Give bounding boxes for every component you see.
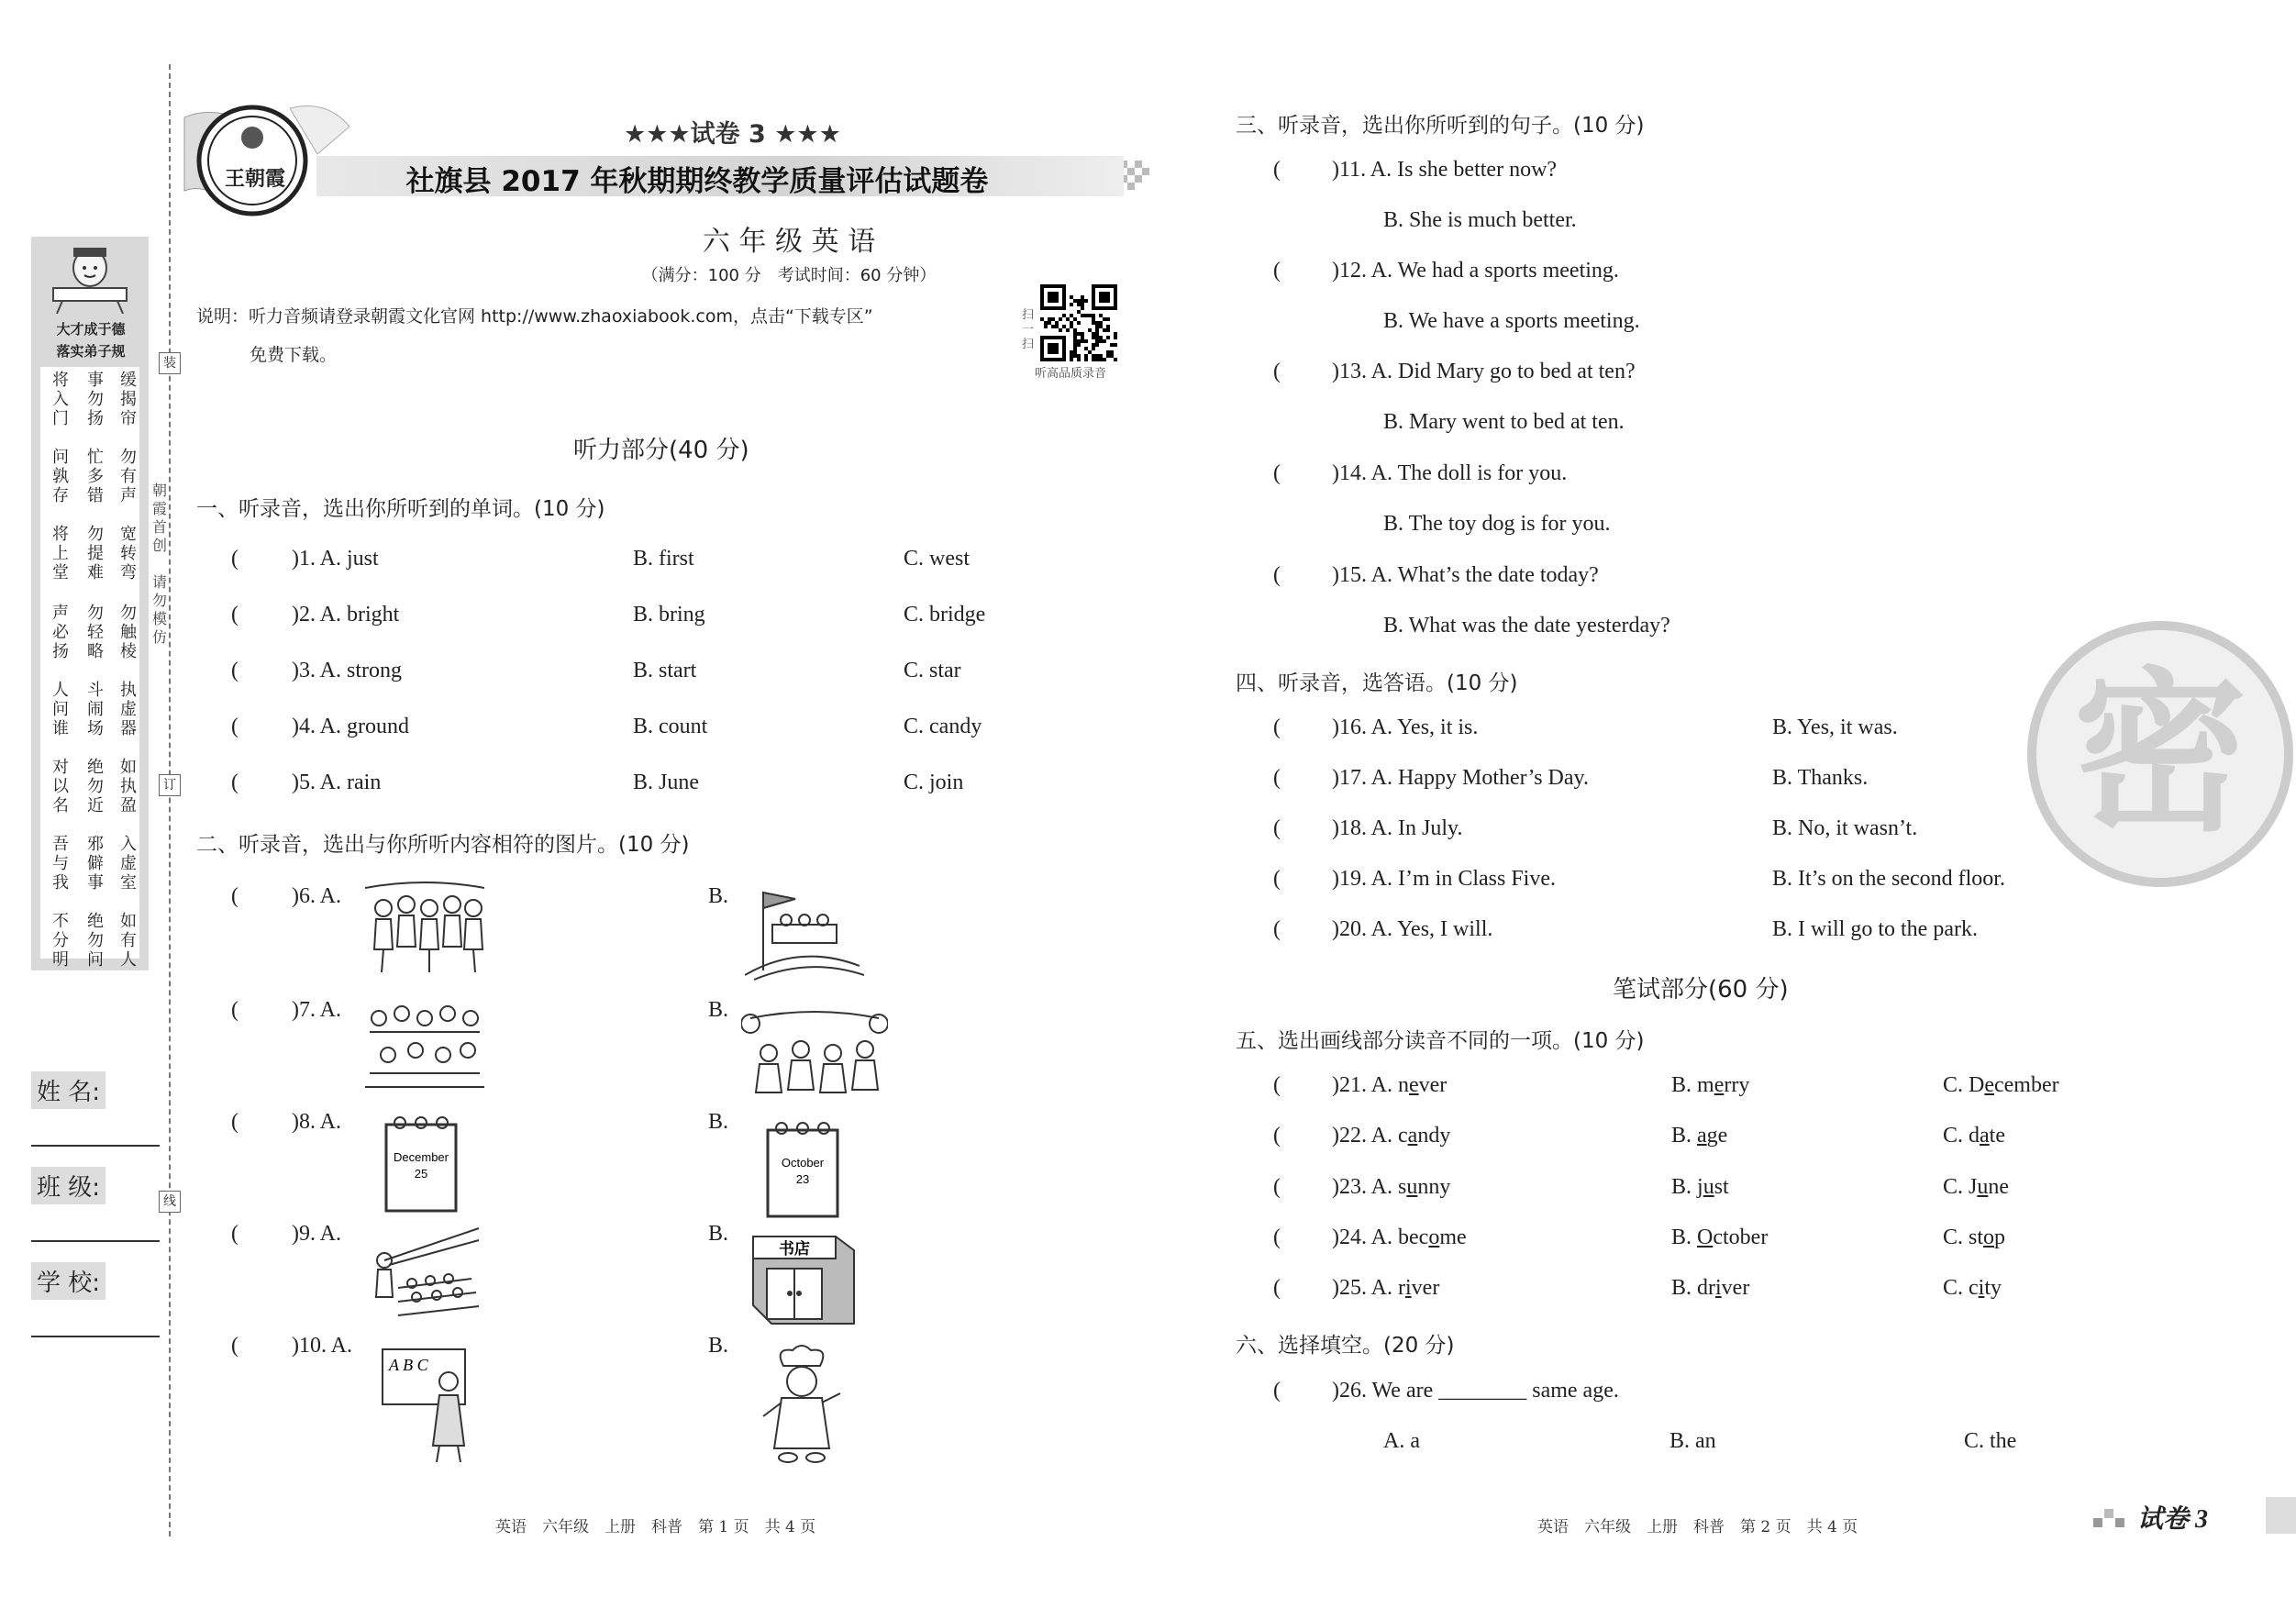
underlined-letter: o	[1983, 1225, 1995, 1249]
answer-paren[interactable]: (	[231, 998, 238, 1022]
response-option-a[interactable]: )18. A. In July.	[1332, 816, 1463, 840]
calendar-8b-month: October	[781, 1156, 825, 1170]
phonics-option-c[interactable]	[1943, 1225, 2005, 1250]
word-part: te	[1989, 1124, 2005, 1148]
slogan-line-1: 大才成于德	[56, 321, 126, 338]
picture-7b-party-bunting[interactable]	[741, 1005, 888, 1106]
corner-paper-tag: 试卷 3	[2137, 1505, 2209, 1534]
phonics-option-c[interactable]	[1943, 1175, 2009, 1200]
underlined-letter: a	[1697, 1124, 1707, 1148]
underlined-letter: a	[1407, 1124, 1418, 1148]
name-underline[interactable]	[31, 1145, 160, 1147]
picture-6b-flag-raising[interactable]	[745, 888, 864, 984]
answer-paren[interactable]: (	[1273, 461, 1281, 485]
question-option-c[interactable]: C. star	[904, 659, 961, 682]
qr-code-icon[interactable]	[1040, 284, 1117, 361]
response-option-a[interactable]: )16. A. Yes, it is.	[1332, 715, 1479, 739]
question-26: )26. We are ________ same age.	[1332, 1379, 1619, 1403]
answer-paren[interactable]: (	[1273, 1175, 1281, 1199]
scholar-cartoon-icon	[44, 240, 136, 314]
word-part: C. d	[1943, 1124, 1980, 1148]
board-letters: A B C	[389, 1356, 428, 1374]
answer-paren[interactable]: (	[1273, 867, 1281, 891]
bookshop-sign: 书店	[779, 1240, 810, 1259]
answer-paren[interactable]: (	[1273, 1225, 1281, 1249]
answer-paren-26[interactable]: (	[1273, 1379, 1281, 1403]
question-option-c[interactable]: C. join	[904, 771, 964, 794]
corner-bar	[2266, 1497, 2296, 1534]
motto-column: 勿有声	[120, 448, 137, 505]
sentence-option-a[interactable]: )13. A. Did Mary go to bed at ten?	[1332, 360, 1636, 383]
picture-10a-teacher-board[interactable]	[380, 1345, 481, 1464]
underlined-letter: i	[1405, 1276, 1412, 1300]
motto-column: 问孰存	[52, 448, 69, 505]
word-part: ge	[1706, 1124, 1728, 1148]
word-part: ndy	[1417, 1124, 1451, 1148]
response-option-b[interactable]: B. I will go to the park.	[1772, 917, 1978, 941]
qr-side-label: 扫一扫	[1022, 308, 1035, 351]
question-option-a[interactable]: )2. A. bright	[292, 603, 400, 627]
section-4-title: 四、听录音，选答语。(10 分)	[1236, 671, 1518, 695]
question-number: )21. A.	[1332, 1073, 1398, 1097]
question-option-c[interactable]: C. bridge	[904, 603, 986, 627]
question-option-b[interactable]: B. first	[633, 547, 694, 571]
motto-column: 事勿扬	[87, 371, 104, 428]
word-part: p	[1994, 1225, 2006, 1249]
sentence-option-b[interactable]: B. What was the date yesterday?	[1383, 614, 1670, 638]
question-option-c[interactable]: C. candy	[904, 715, 982, 738]
writing-part-title: 笔试部分(60 分)	[1613, 976, 1789, 1004]
question-number: )23. A.	[1332, 1175, 1398, 1199]
class-underline[interactable]	[31, 1240, 160, 1242]
word-part: C. J	[1943, 1175, 1978, 1199]
slogan-line-2: 落实弟子规	[56, 343, 126, 360]
picture-option-b-label[interactable]: B.	[708, 1222, 729, 1246]
phonics-option-a[interactable]	[1332, 1124, 1450, 1148]
logo-text: 王朝霞	[224, 168, 285, 191]
phonics-option-a[interactable]	[1332, 1225, 1467, 1250]
binding-line	[169, 64, 171, 1536]
word-part: n	[1398, 1073, 1409, 1097]
phonics-option-a[interactable]	[1332, 1175, 1450, 1200]
question-option-a[interactable]: )4. A. ground	[292, 715, 409, 738]
answer-paren[interactable]: (	[1273, 816, 1281, 840]
response-option-b[interactable]: B. No, it wasn’t.	[1772, 816, 1918, 840]
subject-title: 六 年 级 英 语	[702, 226, 876, 258]
underlined-letter: e	[1409, 1073, 1419, 1097]
answer-paren[interactable]: (	[231, 547, 238, 571]
note-line-2: 免费下载。	[250, 345, 338, 365]
footer-left: 英语 六年级 上册 科普 第 1 页 共 4 页	[495, 1518, 816, 1536]
phonics-option-c[interactable]	[1943, 1124, 2005, 1148]
answer-paren[interactable]: (	[231, 603, 238, 627]
underlined-letter: a	[1980, 1124, 1990, 1148]
picture-10b-chef[interactable]	[756, 1343, 848, 1464]
question-option-a[interactable]: )1. A. just	[292, 547, 379, 571]
underlined-letter: u	[1406, 1175, 1418, 1199]
answer-paren[interactable]: (	[1273, 360, 1281, 383]
phonics-option-c[interactable]	[1943, 1073, 2059, 1098]
picture-6a-children-dancing[interactable]	[365, 881, 484, 977]
motto-column: 声必扬	[52, 604, 69, 661]
underlined-letter: u	[1977, 1175, 1989, 1199]
phonics-option-b[interactable]	[1671, 1124, 1727, 1148]
question-option-a[interactable]: )3. A. strong	[292, 659, 402, 682]
phonics-option-a[interactable]	[1332, 1073, 1447, 1098]
confidential-stamp	[2023, 616, 2296, 892]
exam-info: （满分：100 分 考试时间：60 分钟）	[641, 266, 937, 285]
response-option-a[interactable]: )19. A. I’m in Class Five.	[1332, 867, 1556, 891]
question-option-b[interactable]: B. count	[633, 715, 708, 738]
section-3-title: 三、听录音，选出你所听到的句子。(10 分)	[1236, 114, 1645, 138]
motto-column: 入虚室	[120, 835, 137, 893]
answer-paren[interactable]: (	[231, 1334, 238, 1358]
section-5-title: 五、选出画线部分读音不同的一项。(10 分)	[1236, 1029, 1645, 1053]
calendar-8a-month: December	[394, 1150, 449, 1164]
question-number: )24. A.	[1332, 1225, 1398, 1249]
phonics-option-c[interactable]	[1943, 1276, 2002, 1301]
response-option-a[interactable]: )17. A. Happy Mother’s Day.	[1332, 766, 1589, 790]
logo-seal	[193, 101, 312, 220]
picture-7a-children-crowd[interactable]	[365, 1000, 484, 1092]
answer-paren[interactable]: (	[231, 659, 238, 682]
school-field-label: 学 校:	[31, 1262, 105, 1300]
word-part: nny	[1417, 1175, 1451, 1199]
picture-8a-calendar[interactable]	[383, 1114, 459, 1214]
word-part: ctober	[1713, 1225, 1769, 1249]
question-number: )22. A.	[1332, 1124, 1398, 1148]
class-field-label: 班 级:	[31, 1167, 105, 1204]
sentence-option-b[interactable]: B. She is much better.	[1383, 208, 1577, 232]
word-part: B. m	[1671, 1073, 1714, 1097]
answer-paren[interactable]: (	[231, 715, 238, 738]
tick-mark-xian: 线	[159, 1191, 181, 1213]
phonics-option-b[interactable]	[1671, 1276, 1749, 1301]
sentence-option-b[interactable]: B. We have a sports meeting.	[1383, 309, 1640, 333]
word-part: B. dr	[1671, 1276, 1715, 1300]
underlined-letter: O	[1697, 1225, 1714, 1249]
answer-paren[interactable]: (	[231, 1110, 238, 1134]
word-part: cember	[1994, 1073, 2059, 1097]
stamp-char: 密	[2072, 652, 2248, 855]
question-26-option-c[interactable]: C. the	[1964, 1429, 2017, 1453]
picture-option-a-label[interactable]: )9. A.	[292, 1222, 341, 1246]
response-option-b[interactable]: B. Yes, it was.	[1772, 715, 1898, 739]
underlined-letter: i	[1715, 1276, 1722, 1300]
question-26-option-a[interactable]: A. a	[1383, 1429, 1420, 1453]
answer-paren[interactable]: (	[1273, 563, 1281, 587]
motto-column: 勿触棱	[120, 604, 137, 661]
motto-column: 人问谁	[52, 681, 69, 738]
phonics-option-a[interactable]	[1332, 1276, 1439, 1301]
word-part: rry	[1724, 1073, 1750, 1097]
footer-right: 英语 六年级 上册 科普 第 2 页 共 4 页	[1537, 1518, 1858, 1536]
corner-pattern-icon	[2093, 1504, 2130, 1532]
motto-column: 宽转弯	[120, 525, 137, 582]
picture-option-a-label[interactable]: )10. A.	[292, 1334, 352, 1358]
answer-paren[interactable]: (	[1273, 715, 1281, 739]
vertical-label-original: 朝霞首创	[151, 482, 167, 554]
sentence-option-b[interactable]: B. Mary went to bed at ten.	[1383, 410, 1625, 434]
answer-paren[interactable]: (	[1273, 1073, 1281, 1097]
main-title: 社旗县 2017 年秋期期终教学质量评估试题卷	[405, 165, 989, 198]
school-underline[interactable]	[31, 1336, 160, 1337]
word-part: ne	[1988, 1175, 2010, 1199]
picture-8b-calendar[interactable]	[765, 1119, 840, 1220]
picture-option-a-label[interactable]: )7. A.	[292, 998, 341, 1022]
word-part: ty	[1984, 1276, 2002, 1300]
calendar-8b-day: 23	[795, 1172, 810, 1186]
word-part: C. st	[1943, 1225, 1984, 1249]
word-part: me	[1439, 1225, 1467, 1249]
word-part: ver	[1411, 1276, 1440, 1300]
question-number: )25. A.	[1332, 1276, 1398, 1300]
answer-paren[interactable]: (	[1273, 259, 1281, 283]
tick-mark-zhuang: 装	[159, 352, 181, 374]
section-2-title: 二、听录音，选出与你所听内容相符的图片。(10 分)	[196, 833, 690, 857]
calendar-8a-day: 25	[414, 1167, 428, 1181]
phonics-option-b[interactable]	[1671, 1073, 1749, 1098]
answer-paren[interactable]: (	[1273, 917, 1281, 941]
answer-paren[interactable]: (	[1273, 766, 1281, 790]
motto-column: 执虚器	[120, 681, 137, 738]
qr-caption: 听高品质录音	[1035, 367, 1107, 381]
underlined-letter: o	[1428, 1225, 1440, 1249]
motto-column: 斗闹场	[87, 681, 104, 738]
listening-part-title: 听力部分(40 分)	[573, 437, 749, 464]
question-option-b[interactable]: B. bring	[633, 603, 705, 627]
answer-paren[interactable]: (	[1273, 1276, 1281, 1300]
motto-column: 绝勿近	[87, 758, 104, 815]
word-part: B.	[1671, 1124, 1698, 1148]
picture-9a-classroom[interactable]	[371, 1224, 481, 1325]
motto-column: 对以名	[52, 758, 69, 815]
motto-column: 勿轻略	[87, 604, 104, 661]
motto-column: 如执盈	[120, 758, 137, 815]
sentence-option-b[interactable]: B. The toy dog is for you.	[1383, 512, 1611, 536]
word-part: C. c	[1943, 1276, 1979, 1300]
sentence-option-a[interactable]: )15. A. What’s the date today?	[1332, 563, 1599, 587]
paper-tag: ★★★试卷 3 ★★★	[624, 120, 841, 149]
underlined-letter: e	[1714, 1073, 1725, 1097]
word-part: s	[1398, 1175, 1407, 1199]
word-part: bec	[1398, 1225, 1429, 1249]
motto-column: 邪僻事	[87, 835, 104, 893]
answer-paren[interactable]: (	[231, 771, 238, 794]
word-part: B. j	[1671, 1175, 1703, 1199]
sentence-option-a[interactable]: )12. A. We had a sports meeting.	[1332, 259, 1619, 283]
picture-option-b-label[interactable]: B.	[708, 998, 729, 1022]
underlined-letter: u	[1703, 1175, 1714, 1199]
motto-column: 忙多错	[87, 448, 104, 505]
motto-column: 绝勿问	[87, 912, 104, 970]
word-part: st	[1714, 1175, 1729, 1199]
question-option-b[interactable]: B. June	[633, 771, 699, 794]
motto-column: 如有人	[120, 912, 137, 970]
word-part: ver	[1721, 1276, 1750, 1300]
picture-9b-bookshop[interactable]	[749, 1227, 859, 1328]
answer-paren[interactable]: (	[1273, 158, 1281, 182]
section-6-title: 六、选择填空。(20 分)	[1236, 1334, 1455, 1358]
motto-column: 将上堂	[52, 525, 69, 582]
word-part: B.	[1671, 1225, 1698, 1249]
note-line-1: 说明：听力音频请登录朝霞文化官网 http://www.zhaoxiabook.com，点击“下载专区”	[196, 306, 873, 327]
sentence-option-a[interactable]: )11. A. Is she better now?	[1332, 158, 1558, 182]
word-part: ver	[1418, 1073, 1447, 1097]
question-option-a[interactable]: )5. A. rain	[292, 771, 382, 794]
motto-column: 将入门	[52, 371, 69, 428]
motto-column: 不分明	[52, 912, 69, 970]
motto-column: 缓揭帘	[120, 371, 137, 428]
tick-mark-ding: 订	[159, 774, 181, 796]
question-option-c[interactable]: C. west	[904, 547, 970, 571]
phonics-option-b[interactable]	[1671, 1175, 1729, 1200]
phonics-option-b[interactable]	[1671, 1225, 1768, 1250]
picture-option-b-label[interactable]: B.	[708, 1110, 729, 1134]
word-part: r	[1398, 1276, 1405, 1300]
vertical-label-no-copy: 请勿模仿	[151, 573, 167, 646]
motto-column: 勿提难	[87, 525, 104, 582]
answer-paren[interactable]: (	[1273, 1124, 1281, 1148]
underlined-letter: e	[1984, 1073, 1994, 1097]
picture-option-a-label[interactable]: )6. A.	[292, 884, 341, 908]
underlined-letter: i	[1978, 1276, 1985, 1300]
word-part: c	[1398, 1124, 1408, 1148]
picture-option-b-label[interactable]: B.	[708, 884, 729, 908]
word-part: C. D	[1943, 1073, 1985, 1097]
question-option-b[interactable]: B. start	[633, 659, 697, 682]
sentence-option-a[interactable]: )14. A. The doll is for you.	[1332, 461, 1568, 485]
section-1-title: 一、听录音，选出你所听到的单词。(10 分)	[196, 497, 605, 521]
picture-option-b-label[interactable]: B.	[708, 1334, 729, 1358]
motto-column: 吾与我	[52, 835, 69, 893]
question-26-option-b[interactable]: B. an	[1669, 1429, 1716, 1453]
response-option-b[interactable]: B. It’s on the second floor.	[1772, 867, 2005, 891]
answer-paren[interactable]: (	[231, 1222, 238, 1246]
picture-option-a-label[interactable]: )8. A.	[292, 1110, 341, 1134]
name-field-label: 姓 名:	[31, 1071, 105, 1109]
response-option-a[interactable]: )20. A. Yes, I will.	[1332, 917, 1493, 941]
answer-paren[interactable]: (	[231, 884, 238, 908]
response-option-b[interactable]: B. Thanks.	[1772, 766, 1869, 790]
